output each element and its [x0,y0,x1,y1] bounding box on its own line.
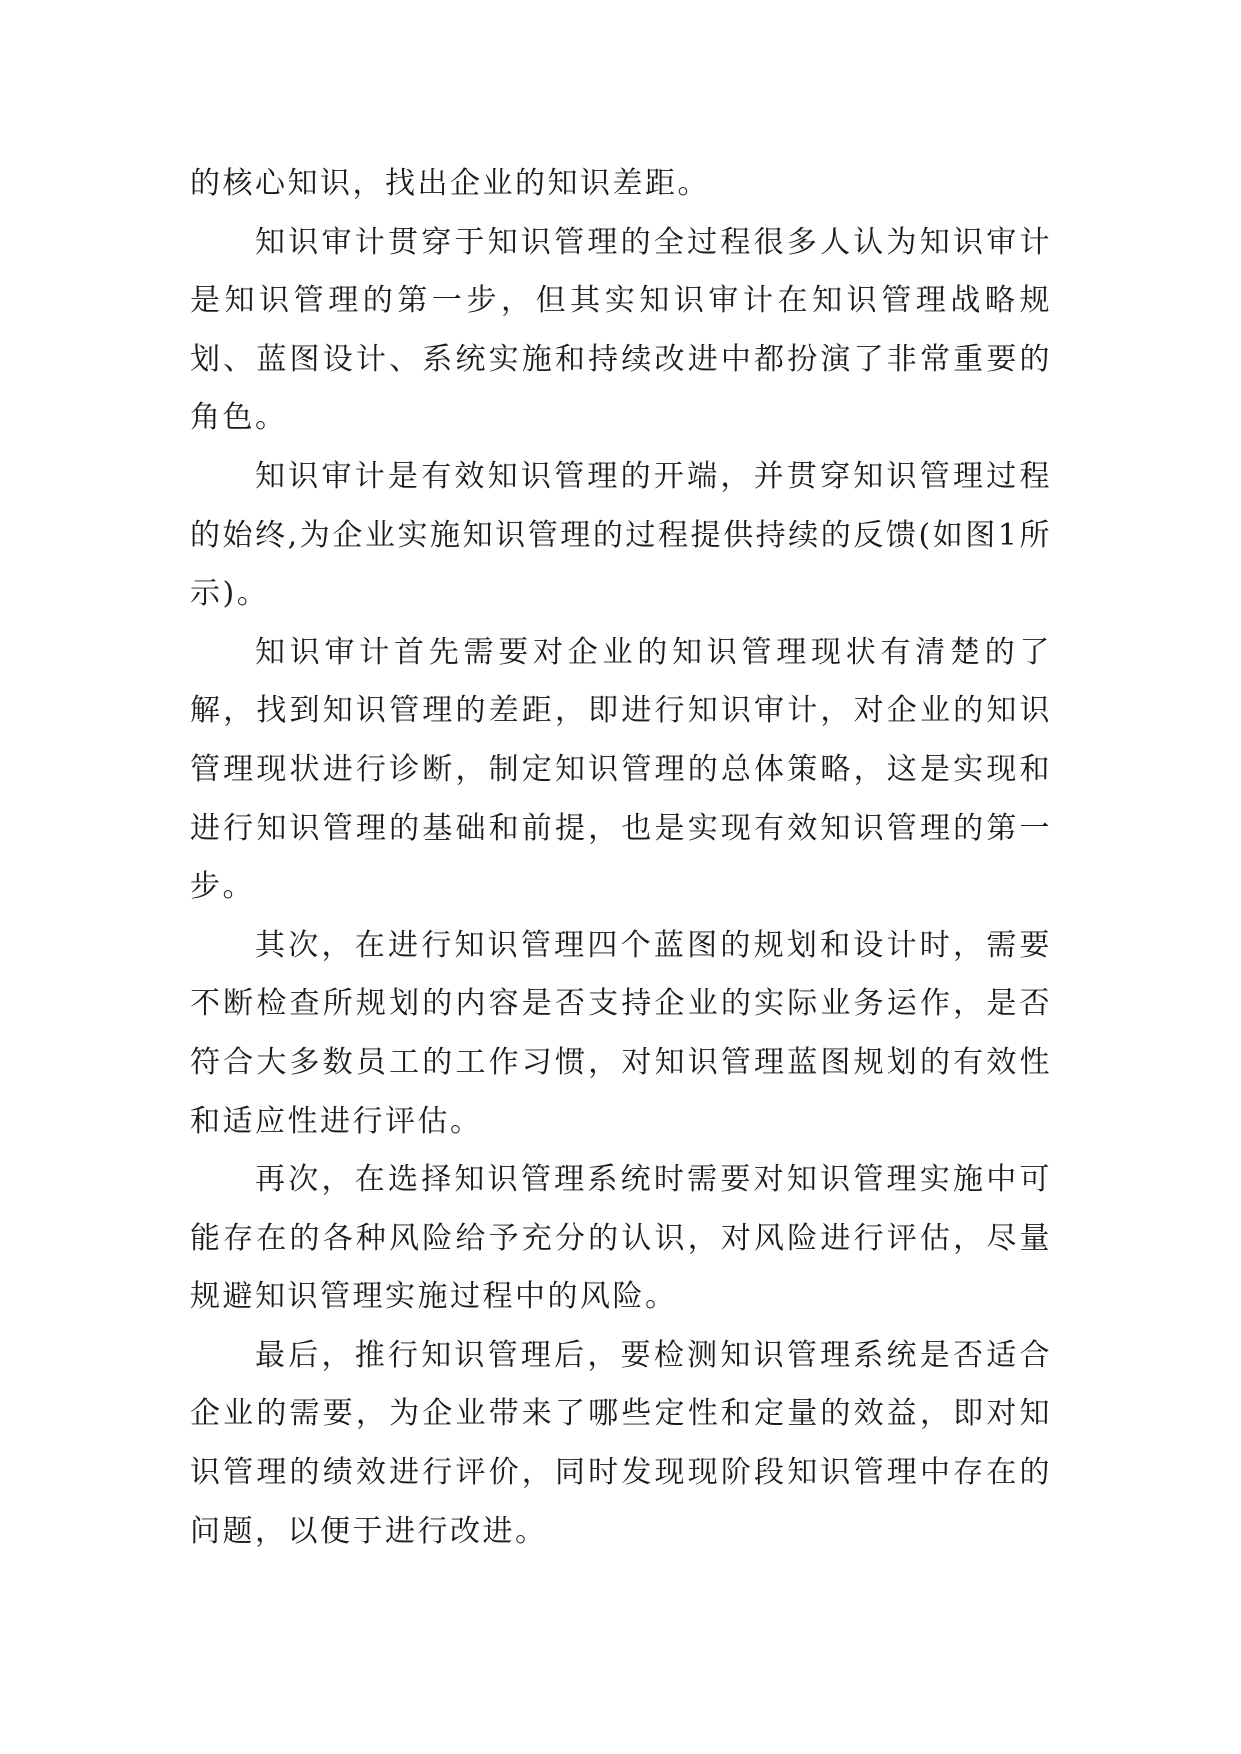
document-body [190,155,1052,1561]
paragraph-second-step: 其次，在进行知识管理四个蓝图的规划和设计时，需要不断检查所规划的内容是否支持企业的实际业务运作，是否符合大多数员工的工作习惯，对知识管理蓝图规划的有效性和适应性进行评估。 [190,927,1052,1139]
paragraph-continuation: 的核心知识，找出企业的知识差距。 [190,166,710,201]
paragraph-final-step: 最后，推行知识管理后，要检测知识管理系统是否适合企业的需要，为企业带来了哪些定性和定量的效益，即对知识管理的绩效进行评价，同时发现现阶段知识管理中存在的问题，以便于进行改进。 [190,1337,1052,1549]
paragraph-audit-beginning: 知识审计是有效知识管理的开端，并贯穿知识管理过程的始终,为企业实施知识管理的过程提供持续的反馈(如图1所示)。 [190,458,1052,612]
paragraph-first-step: 知识审计首先需要对企业的知识管理现状有清楚的了解，找到知识管理的差距，即进行知识审计，对企业的知识管理现状进行诊断，制定知识管理的总体策略，这是实现和进行知识管理的基础和前提，也是实现有效知识管理的第一步。 [190,634,1052,905]
paragraph-third-step: 再次，在选择知识管理系统时需要对知识管理实施中可能存在的各种风险给予充分的认识，对风险进行评估，尽量规避知识管理实施过程中的风险。 [190,1162,1052,1315]
paragraph-audit-throughout: 知识审计贯穿于知识管理的全过程很多人认为知识审计是知识管理的第一步，但其实知识审计在知识管理战略规划、蓝图设计、系统实施和持续改进中都扮演了非常重要的角色。 [190,224,1052,436]
